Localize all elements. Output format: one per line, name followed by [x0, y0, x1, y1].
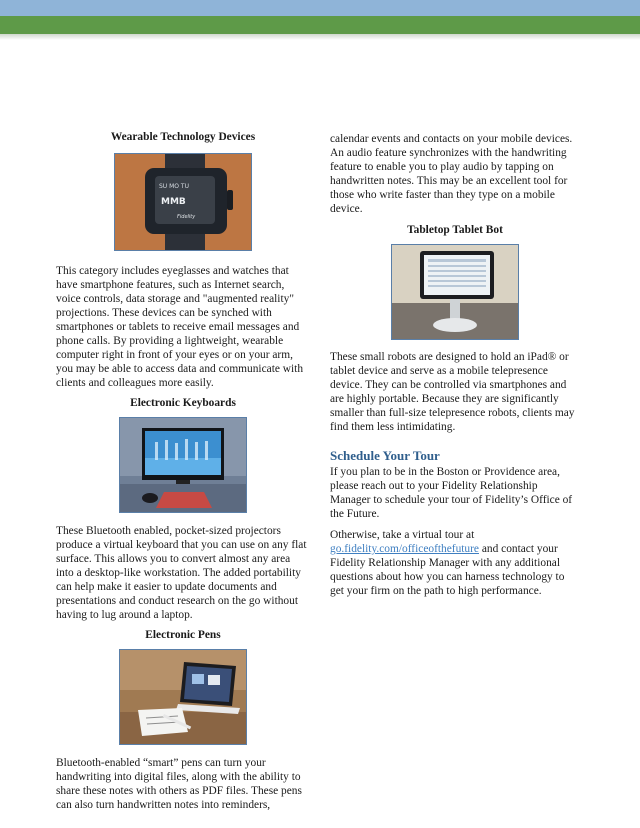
watch-line1: SU MO TU: [159, 183, 189, 190]
keyboards-body: These Bluetooth enabled, pocket-sized projectors produce a virtual keyboard that you can use on any flat surface. This allows you to convert almost any area into a desktop-like workstation. The added portability can help make it easier to update documents and presentations and conduct research on the go without having to lug around a laptop.: [56, 525, 307, 621]
left-column: [56, 130, 310, 812]
pens-body-left: Bluetooth-enabled “smart” pens can turn your handwriting into digital files, along with the ability to share these notes with others as PDF files. These pens can also turn handwritten notes into reminders,: [56, 757, 302, 811]
tour-body-2-pre: Otherwise, take a virtual tour at: [330, 529, 475, 541]
smart-pen-photo: [119, 649, 247, 745]
wearable-heading: Wearable Technology Devices: [110, 131, 256, 143]
tour-body-2-post: and contact your Fidelity Relationship Manager with any additional questions about how you can harness technology to get your firm on the path to high performance.: [330, 543, 565, 597]
tour-body-1: If you plan to be in the Boston or Providence area, please reach out to your Fidelity Relationship Manager to schedule your tour of Fidelity’s Office of the Future.: [330, 466, 573, 520]
watch-line2: MMB: [161, 197, 186, 207]
header-band-green: [0, 16, 640, 34]
watch-brand: Fidelity: [177, 214, 196, 220]
smartwatch-photo: [114, 153, 252, 251]
virtual-tour-link[interactable]: go.fidelity.com/officeofthefuture: [330, 543, 479, 555]
tabletop-heading: Tabletop Tablet Bot: [407, 224, 503, 236]
tour-heading: Schedule Your Tour: [330, 448, 440, 463]
header-band-blue: [0, 0, 640, 16]
keyboards-heading: Electronic Keyboards: [130, 397, 236, 409]
projection-keyboard-photo: [119, 417, 247, 513]
header-band-shadow: [0, 34, 640, 40]
pens-body-right: calendar events and contacts on your mobile devices. An audio feature synchronizes with the handwriting feature to enable you to play audio by tapping on handwritten notes. This may be an excellent tool for those who write faster than they type on a mobile device.: [330, 133, 573, 215]
right-column: [330, 132, 580, 598]
wearable-body: This category includes eyeglasses and watches that have smartphone features, such as Internet search, voice controls, data storage and "augmented reality" projections. These devices can be synched with smartphones or tablets to receive email messages and phone calls. By providing a lightweight, wearable computer right in front of your eyes or on your arm, you may be able to access data and communicate with clients and colleagues more easily.: [56, 265, 304, 389]
pens-heading: Electronic Pens: [145, 629, 221, 641]
tabletop-body: These small robots are designed to hold an iPad® or tablet device and serve as a mobile telepresence device. They can be controlled via smartphones and are highly portable. Because they are significantly smaller than full-size telepresence robots, clients may find them less intimidating.: [330, 351, 575, 433]
tablet-bot-photo: [391, 244, 519, 340]
tour-body-2: [330, 528, 580, 598]
